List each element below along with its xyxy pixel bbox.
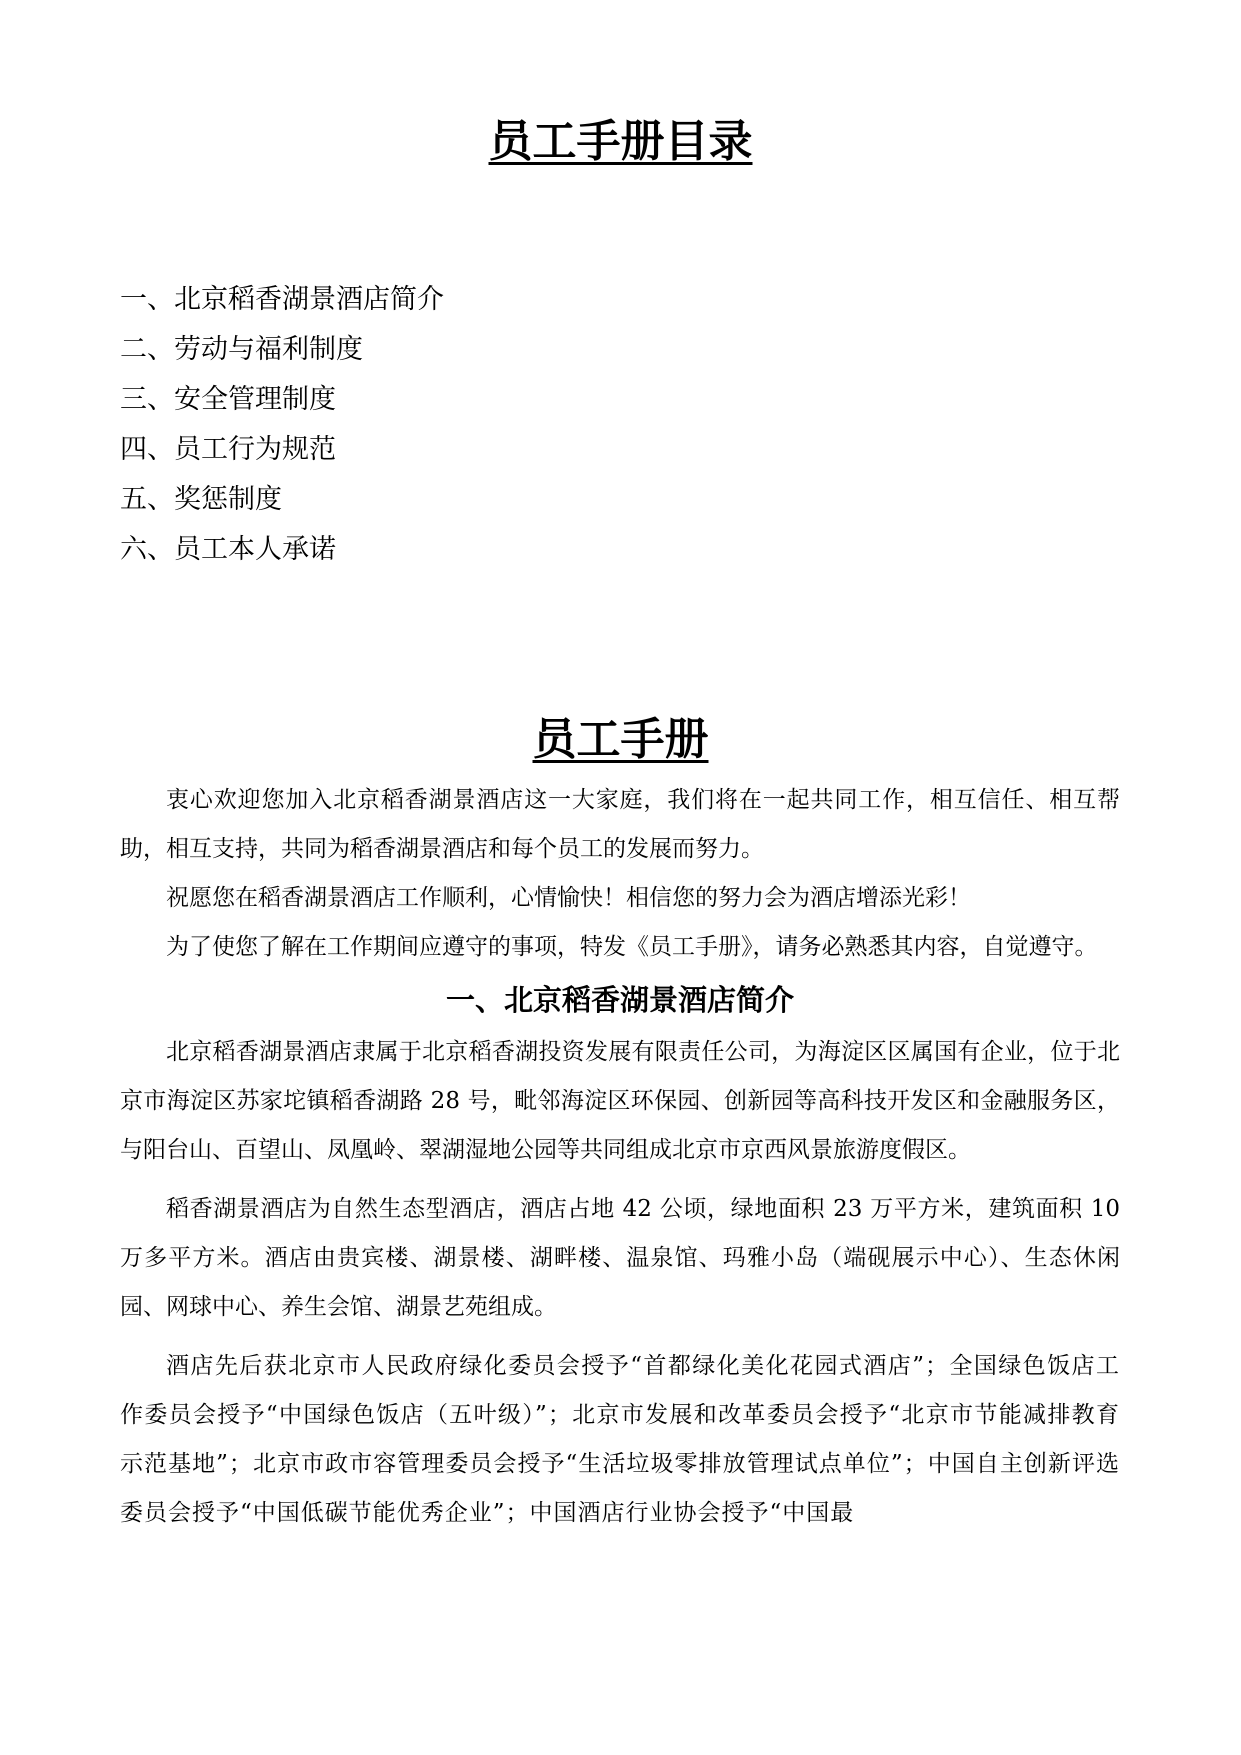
toc-item-4[interactable]: 四、员工行为规范: [120, 434, 336, 465]
toc-title-text: 员工手册目录: [488, 116, 753, 167]
toc-title: [0, 112, 1241, 172]
toc-item-2[interactable]: 二、劳动与福利制度: [120, 334, 363, 365]
toc-item-6[interactable]: 六、员工本人承诺: [120, 534, 336, 565]
paragraph-gap: [120, 1175, 1120, 1185]
toc-item-5[interactable]: 五、奖惩制度: [120, 484, 282, 515]
handbook-title: [0, 710, 1241, 770]
section-1-paragraph-3: 酒店先后获北京市人民政府绿化委员会授予“首都绿化美化花园式酒店”；全国绿色饭店工作委员会授予“中国绿色饭店（五叶级）”；北京市发展和改革委员会授予“北京市节能减排教育示范基地”；北京市政市容管理委员会授予“生活垃圾零排放管理试点单位”；中国自主创新评选委员会授予“中国低碳节能优秀企业”；中国酒店行业协会授予“中国最: [120, 1353, 1120, 1526]
section-1-paragraph-1: 北京稻香湖景酒店隶属于北京稻香湖投资发展有限责任公司，为海淀区区属国有企业，位于北京市海淀区苏家坨镇稻香湖路 28 号，毗邻海淀区环保园、创新园等高科技开发区和金融服务区，与阳台山、百望山、凤凰岭、翠湖湿地公园等共同组成北京市京西风景旅游度假区。: [120, 1039, 1120, 1163]
handbook-title-text: 员工手册: [532, 714, 709, 765]
toc-list: [120, 275, 444, 575]
toc-item-1[interactable]: 一、北京稻香湖景酒店简介: [120, 284, 444, 315]
intro-paragraph-1: 衷心欢迎您加入北京稻香湖景酒店这一大家庭，我们将在一起共同工作，相互信任、相互帮助，相互支持，共同为稻香湖景酒店和每个员工的发展而努力。: [120, 787, 1120, 862]
intro-paragraph-3: 为了使您了解在工作期间应遵守的事项，特发《员工手册》，请务必熟悉其内容，自觉遵守。: [166, 934, 1098, 960]
section-1-heading: 一、北京稻香湖景酒店简介: [445, 983, 794, 1017]
handbook-body: [120, 776, 1120, 1538]
intro-paragraph-2: 祝愿您在稻香湖景酒店工作顺利，心情愉快！相信您的努力会为酒店增添光彩！: [166, 885, 971, 911]
paragraph-gap: [120, 1332, 1120, 1342]
section-1-paragraph-2: 稻香湖景酒店为自然生态型酒店，酒店占地 42 公顷，绿地面积 23 万平方米，建筑面积 10 万多平方米。酒店由贵宾楼、湖景楼、湖畔楼、温泉馆、玛雅小岛（端砚展示中心）、生态休闲园、网球中心、养生会馆、湖景艺苑组成。: [120, 1196, 1120, 1320]
toc-item-3[interactable]: 三、安全管理制度: [120, 384, 336, 415]
